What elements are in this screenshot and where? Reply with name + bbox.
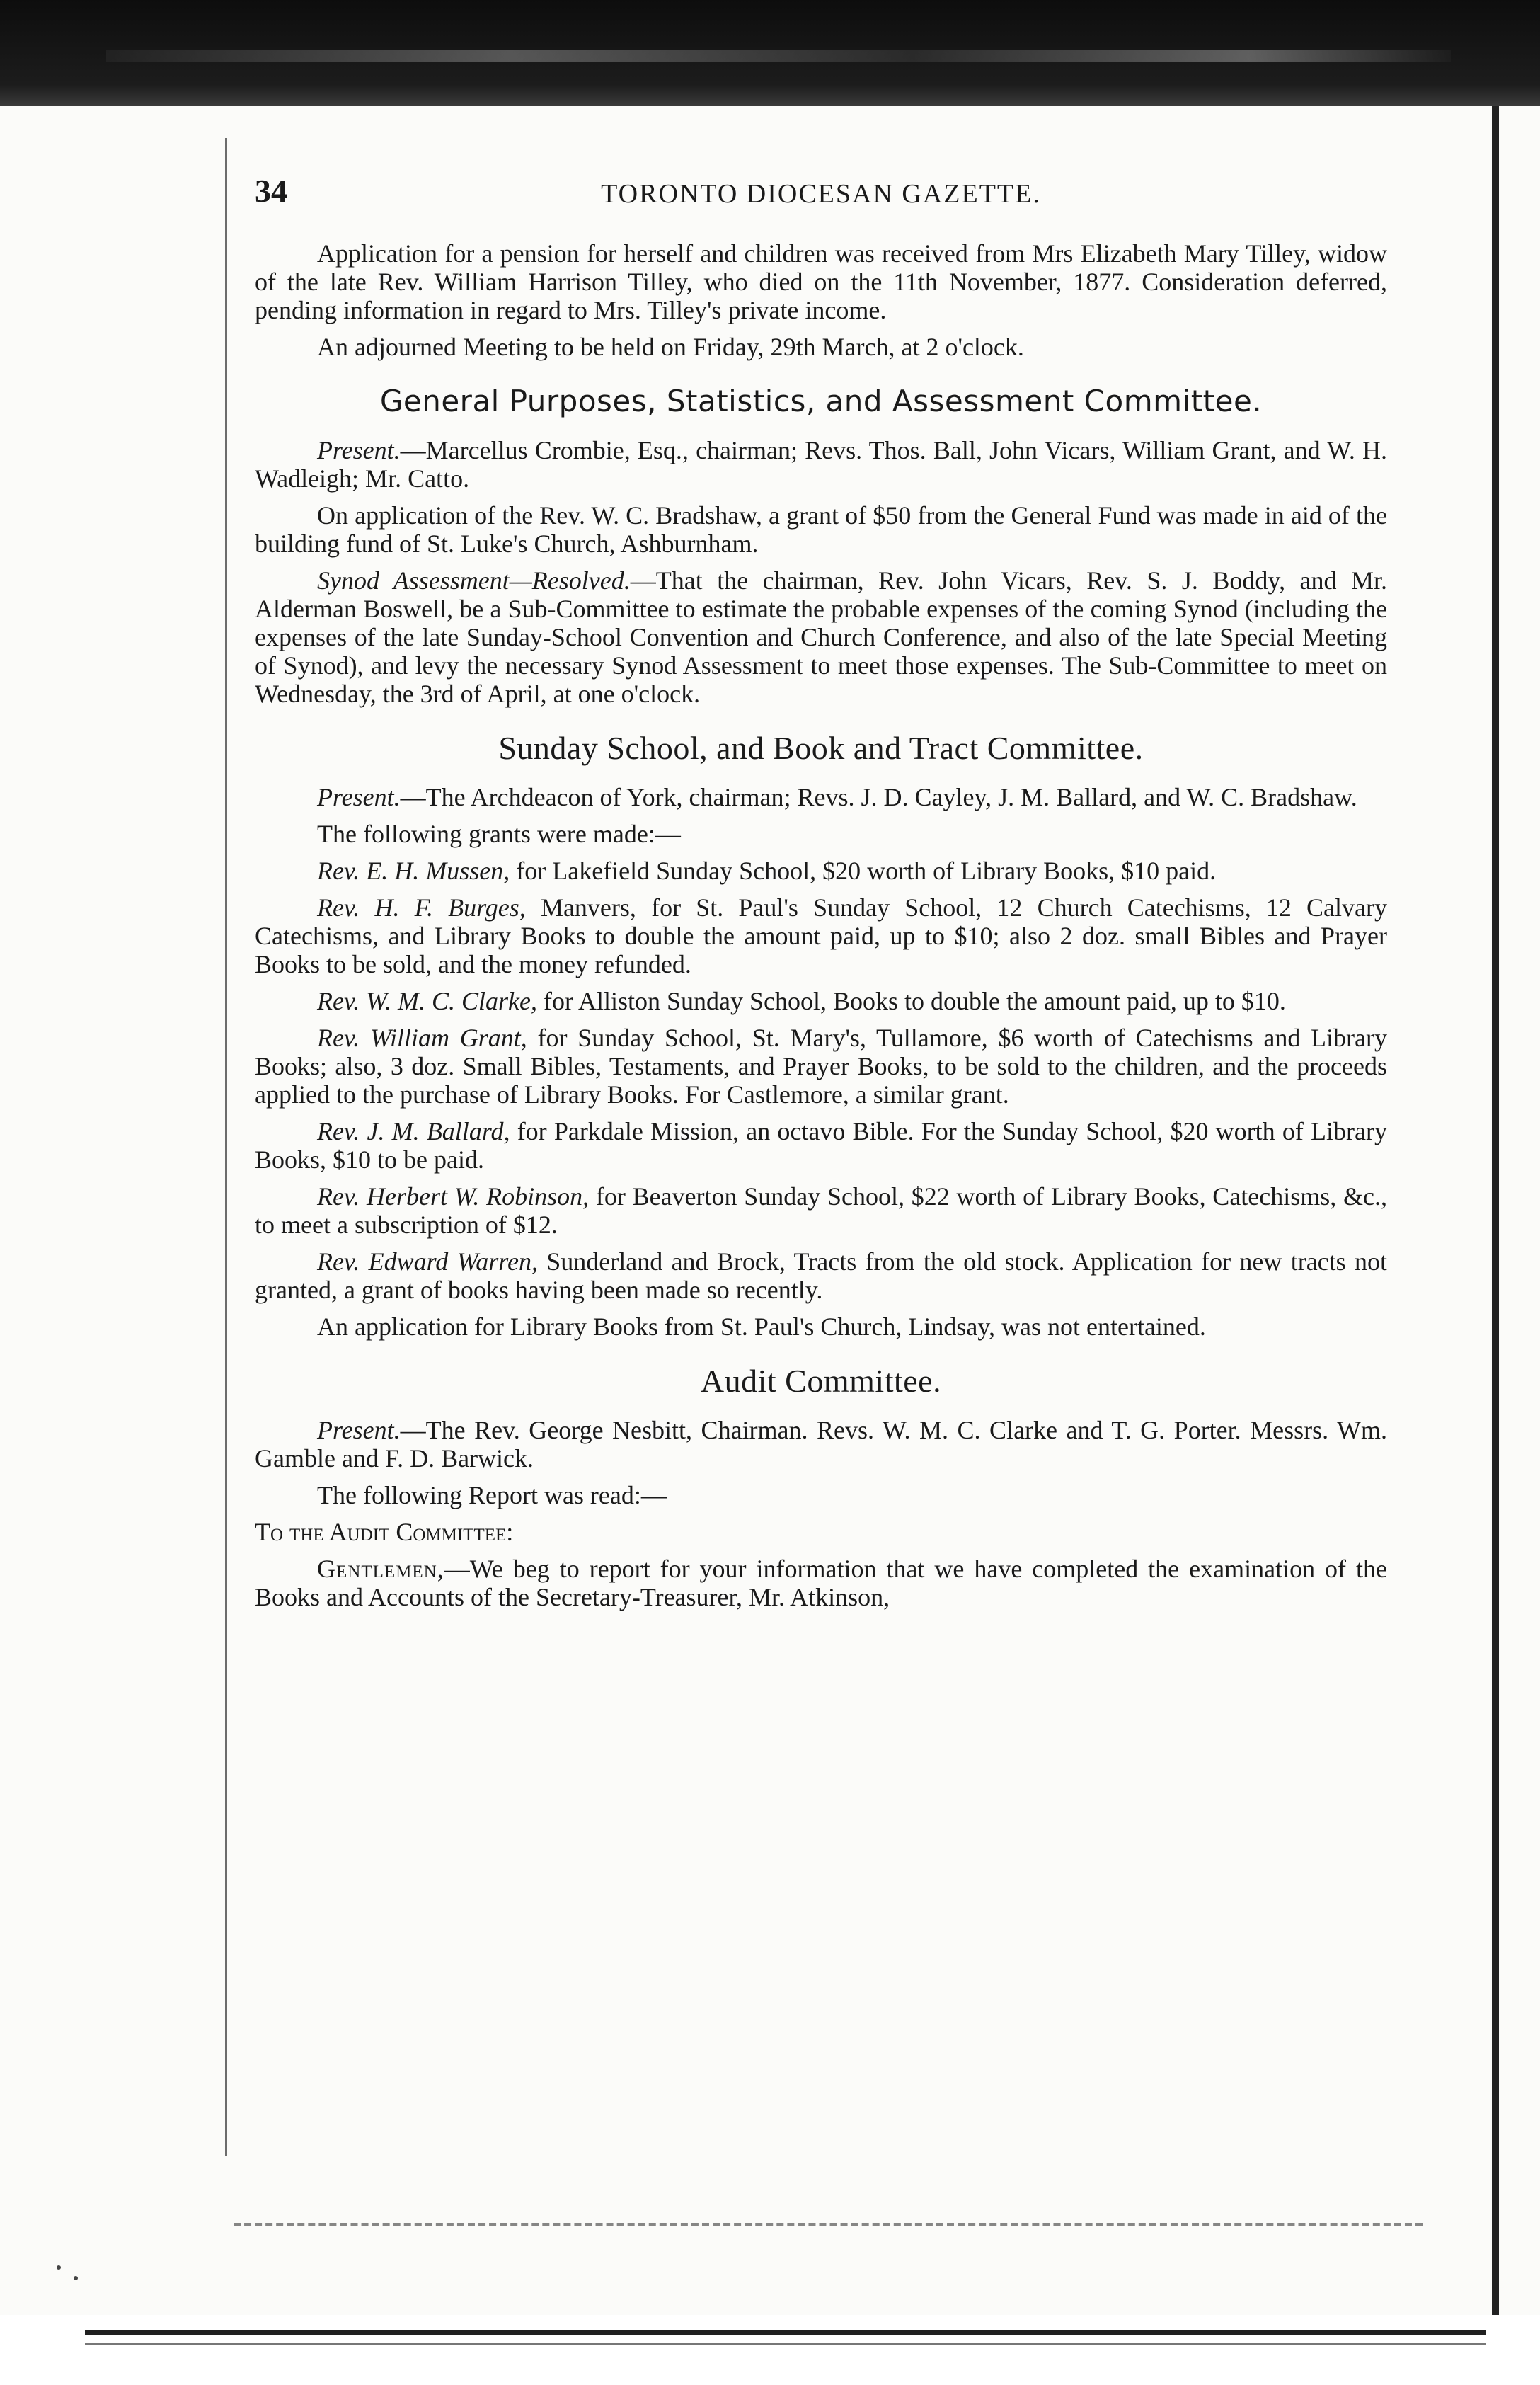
sunday-school-present <box>255 783 1387 811</box>
grant-name: Rev. William Grant, <box>317 1024 527 1052</box>
scan-bottom-line-thin <box>85 2343 1486 2345</box>
present-label: Present. <box>317 1416 401 1444</box>
document-page <box>255 173 1388 1620</box>
grant-item <box>255 893 1387 978</box>
grant-name: Rev. E. H. Mussen, <box>317 857 510 885</box>
grant-text: for Lakefield Sunday School, $20 worth of Library Books, $10 paid. <box>510 857 1217 885</box>
grant-name: Rev. Edward Warren, <box>317 1247 538 1276</box>
grant-name: Rev. Herbert W. Robinson, <box>317 1182 590 1211</box>
scan-speck <box>74 2276 78 2280</box>
grant-text: for Parkdale Mission, an octavo Bible. For the Sunday School, $20 worth of Library Books, $10 to be paid. <box>255 1117 1387 1174</box>
grant-item <box>255 857 1387 885</box>
general-purposes-heading: General Purposes, Statistics, and Assessment Committee. <box>379 384 1263 418</box>
scan-bottom-border <box>0 2315 1540 2385</box>
scan-bottom-line <box>85 2330 1486 2335</box>
grant-name: Rev. W. M. C. Clarke, <box>317 987 537 1015</box>
synod-label: Synod Assessment—Resolved. <box>317 566 631 595</box>
running-head <box>255 173 1387 219</box>
grant-text: for Alliston Sunday School, Books to double the amount paid, up to $10. <box>536 987 1286 1015</box>
present-text: —Marcellus Crombie, Esq., chairman; Revs. Thos. Ball, John Vicars, William Grant, and W. H. Wadleigh; Mr. Catto. <box>255 436 1387 493</box>
report-intro: The following Report was read:— <box>317 1481 667 1509</box>
synod-text: —That the chairman, Rev. John Vicars, Rev. S. J. Boddy, and Mr. Alderman Boswell, be a Sub-Committee to estimate the probable expenses of the coming Synod (including the expenses of the late Sunday-School Convention and Church Conference, and also of the late Special Meeting of Synod), and levy the necessary Synod Assessment to meet those expenses. The Sub-Committee to meet on Wednesday, the 3rd of April, at one o'clock. <box>255 566 1388 708</box>
report-salutation: Gentlemen, <box>317 1555 444 1583</box>
synod-assessment-paragraph <box>255 566 1387 708</box>
present-text: —The Archdeacon of York, chairman; Revs. J. D. Cayley, J. M. Ballard, and W. C. Bradshaw. <box>400 783 1357 811</box>
present-label: Present. <box>317 783 401 811</box>
scan-bottom-dashes <box>234 2223 1423 2231</box>
grant-name: Rev. J. M. Ballard, <box>317 1117 510 1145</box>
grant-text: for Sunday School, St. Mary's, Tullamore, $6 worth of Catechisms and Library Books; also, 3 doz. Small Bibles, Testaments, and Prayer Books, to be sold to the children, and the proceeds applied to the purchase of Library Books. For Castlemore, a similar grant. <box>255 1024 1388 1109</box>
grant-text: Manvers, for St. Paul's Sunday School, 12 Church Catechisms, 12 Calvary Catechisms, and Library Books to double the amount paid, up to $10; also 2 doz. small Bibles and Prayer Books to be sold, and the money refunded. <box>255 893 1387 978</box>
page-number: 34 <box>255 173 287 209</box>
pension-paragraph: Application for a pension for herself and children was received from Mrs Elizabeth Mary Tilley, widow of the late Rev. William Harrison Tilley, who died on the 11th November, 1877. Consideration deferred, pending information in regard to Mrs. Tilley's private income. <box>255 239 1387 324</box>
grant-text: for Beaverton Sunday School, $22 worth of Library Books, Catechisms, &c., to meet a subscription of $12. <box>255 1182 1387 1239</box>
general-purposes-present <box>255 436 1387 493</box>
present-label: Present. <box>317 436 401 464</box>
scan-top-border <box>0 0 1540 106</box>
report-body <box>255 1555 1387 1611</box>
report-text: —We beg to report for your information that we have completed the examination of the Books and Accounts of the Secretary-Treasurer, Mr. Atkinson, <box>255 1555 1387 1611</box>
adjourned-meeting-paragraph: An adjourned Meeting to be held on Friday, 29th March, at 2 o'clock. <box>317 333 1024 361</box>
gazette-title: TORONTO DIOCESAN GAZETTE. <box>601 179 1041 209</box>
scan-speck <box>57 2265 61 2270</box>
grant-item <box>255 1247 1387 1304</box>
scan-left-rule <box>225 138 227 2156</box>
lindsay-paragraph: An application for Library Books from St. Paul's Church, Lindsay, was not entertained. <box>317 1312 1206 1341</box>
present-text: —The Rev. George Nesbitt, Chairman. Revs. W. M. C. Clarke and T. G. Porter. Messrs. Wm. Gamble and F. D. Barwick. <box>255 1416 1387 1472</box>
grant-item <box>255 1182 1387 1239</box>
audit-heading: Audit Committee. <box>700 1363 942 1399</box>
grant-text: Sunderland and Brock, Tracts from the old stock. Application for new tracts not granted, a grant of books having been made so recently. <box>255 1247 1387 1304</box>
sunday-school-heading: Sunday School, and Book and Tract Committee. <box>498 730 1144 766</box>
grant-name: Rev. H. F. Burges, <box>317 893 526 922</box>
audit-present <box>255 1416 1387 1472</box>
grant-item <box>255 987 1387 1015</box>
grant-item <box>255 1117 1387 1174</box>
bradshaw-grant-paragraph: On application of the Rev. W. C. Bradshaw, a grant of $50 from the General Fund was made in aid of the building fund of St. Luke's Church, Ashburnham. <box>255 501 1387 558</box>
report-address: To the Audit Committee: <box>255 1518 514 1546</box>
grant-item <box>255 1024 1387 1109</box>
scan-streak <box>106 50 1451 62</box>
scan-right-edge <box>1492 106 1499 2315</box>
grants-intro: The following grants were made:— <box>317 820 681 848</box>
